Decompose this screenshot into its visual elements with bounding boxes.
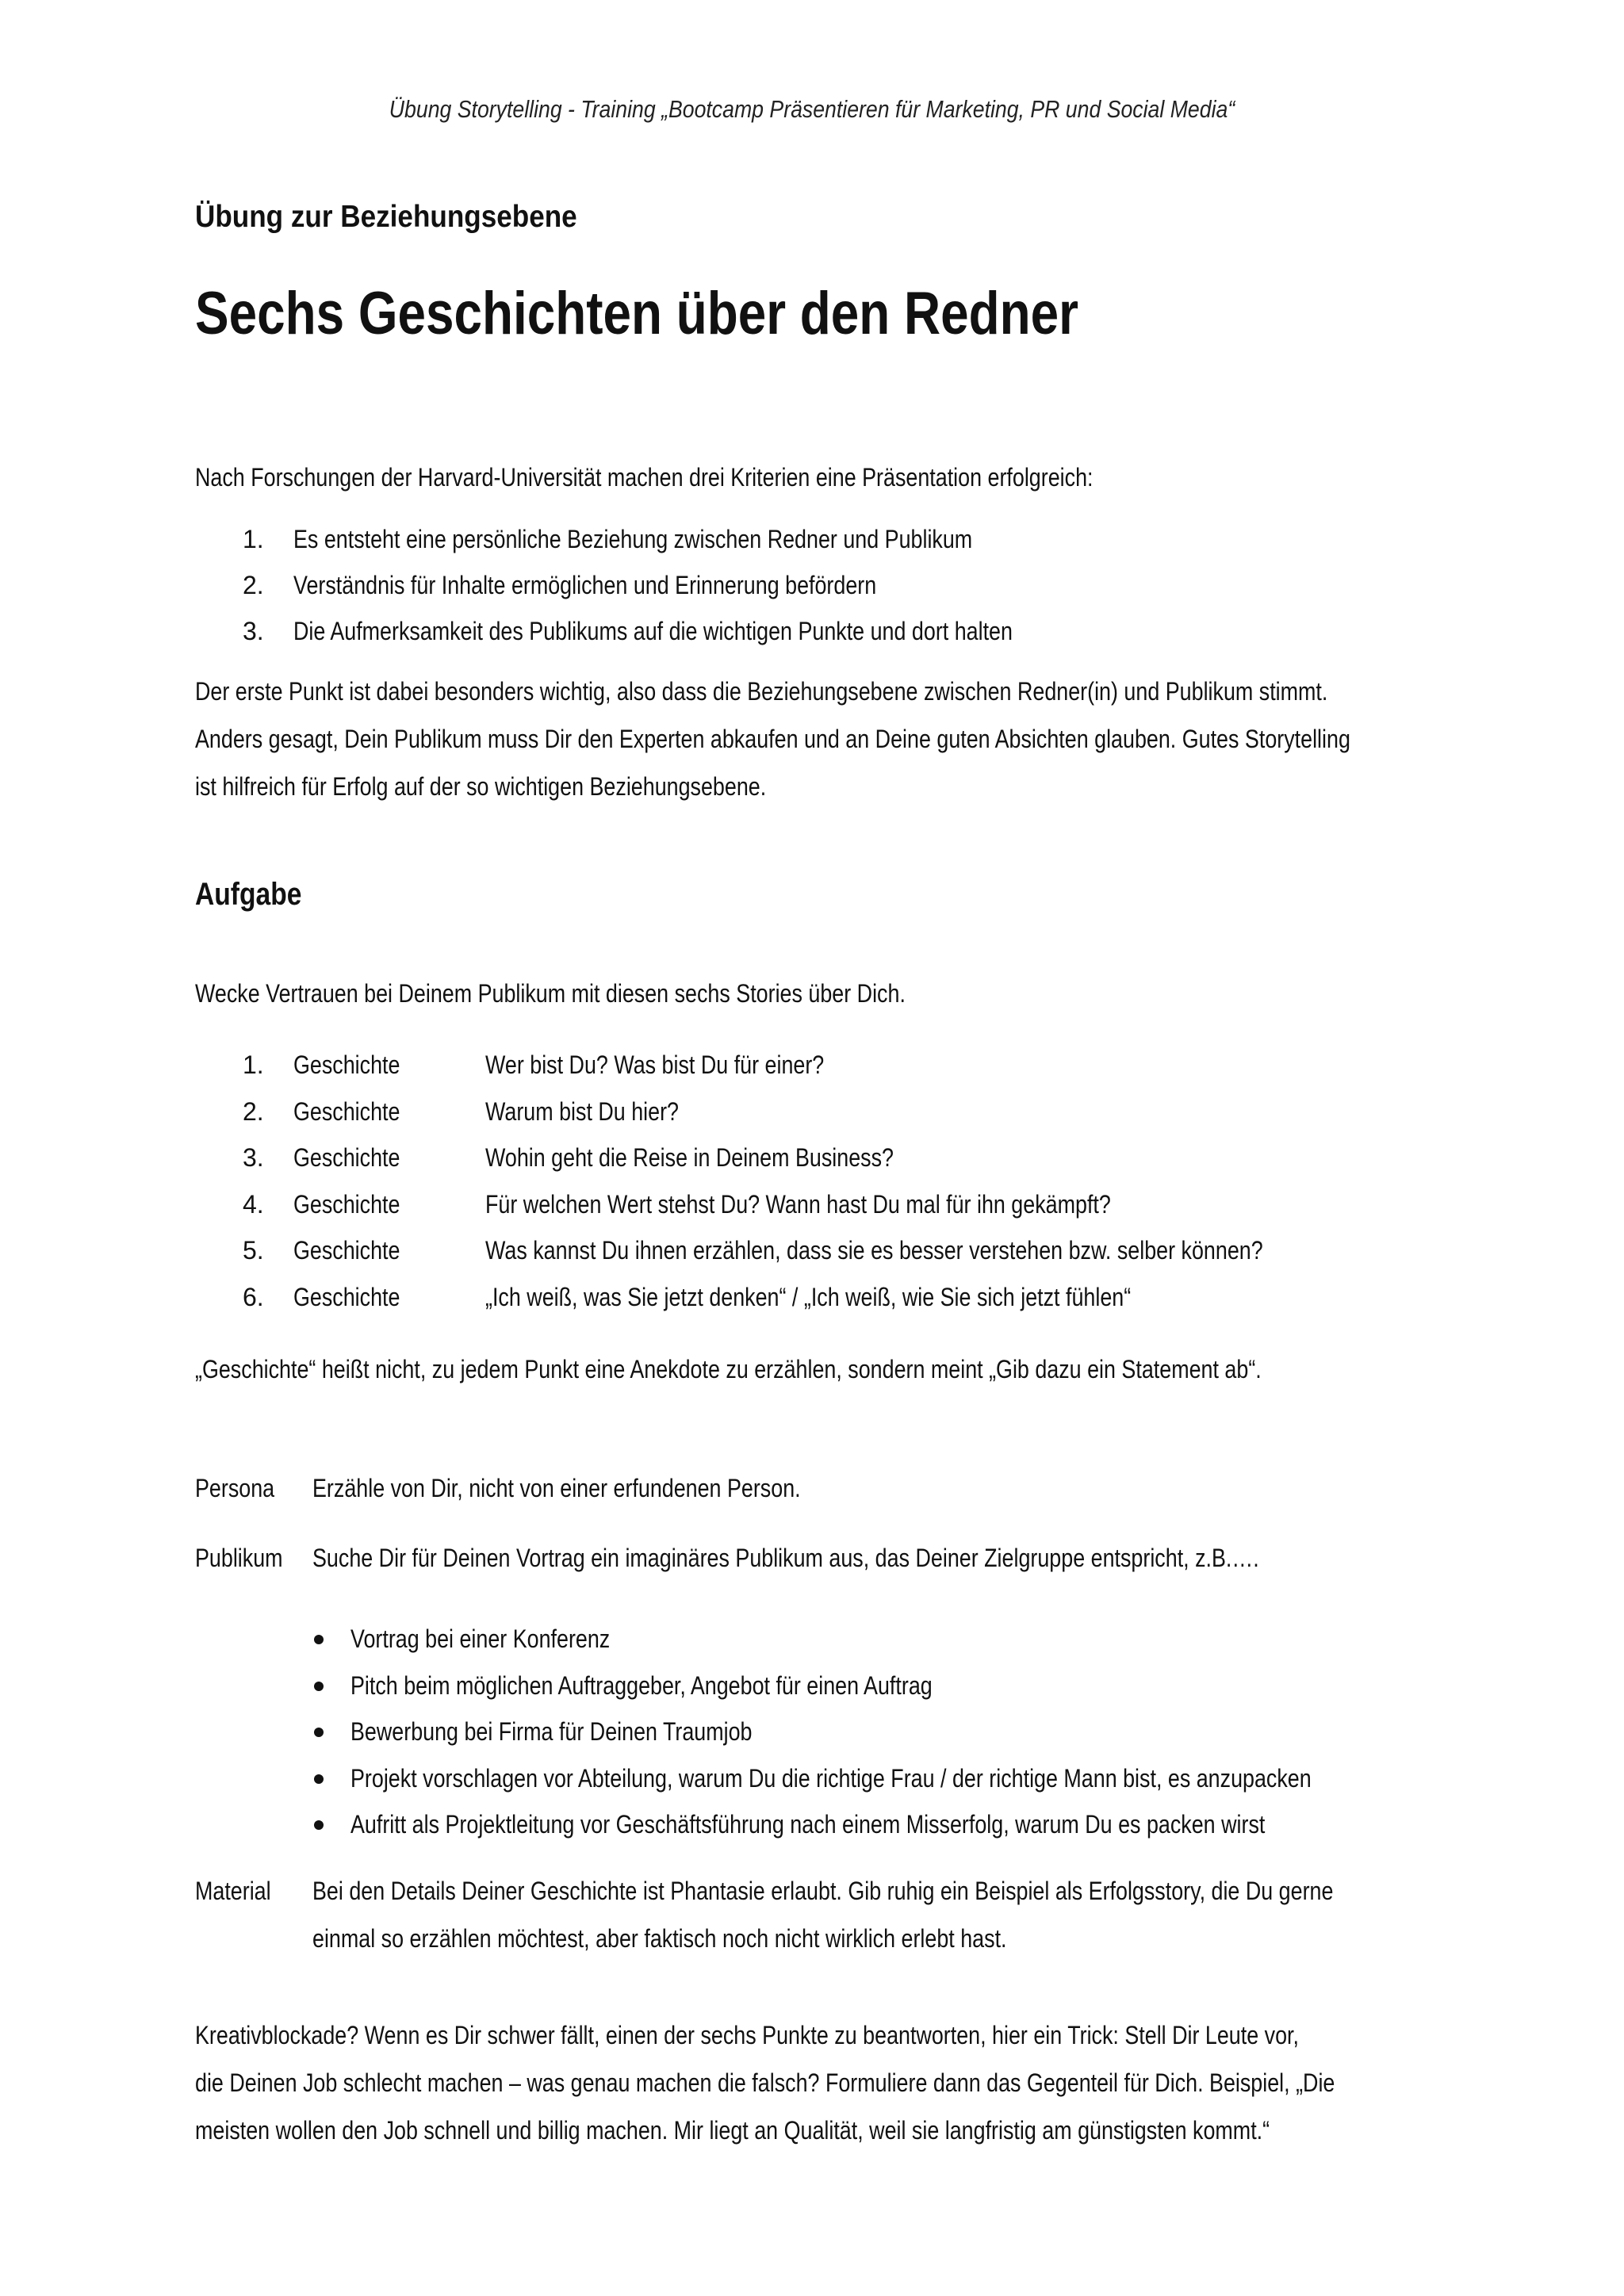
persona-label: Persona	[195, 1474, 275, 1502]
task-intro	[195, 970, 1041, 1017]
story-question: „Ich weiß, was Sie jetzt denken“ / „Ich weiß, wie Sie sich jetzt fühlen“	[485, 1282, 1132, 1311]
story-number: 5.	[243, 1236, 264, 1265]
bullet-icon	[314, 1820, 324, 1830]
creative-block-line: meisten wollen den Job schnell und billig machen. Mir liegt an Qualität, weil sie langfristig am günstigsten kommt.“	[195, 2116, 1270, 2145]
publikum-label: Publikum	[195, 1544, 283, 1572]
story-number: 3.	[243, 1143, 264, 1172]
task-heading	[195, 877, 322, 913]
bullet-text: Aufritt als Projektleitung vor Geschäftsführung nach einem Misserfolg, warum Du es packen wirst	[350, 1810, 1266, 1839]
intro-text: Nach Forschungen der Harvard-Universität machen drei Kriterien eine Präsentation erfolgreich:	[195, 463, 1094, 492]
explanation-line: Der erste Punkt ist dabei besonders wichtig, also dass die Beziehungsebene zwischen Redner(in) und Publikum stimmt.	[195, 677, 1328, 706]
bullet-text: Pitch beim möglichen Auftraggeber, Angebot für einen Auftrag	[350, 1670, 933, 1700]
material-line: Bei den Details Deiner Geschichte ist Phantasie erlaubt. Gib ruhig ein Beispiel als Erfolgsstory, die Du gerne	[312, 1877, 1334, 1905]
story-number: 6.	[243, 1282, 264, 1311]
intro-paragraph	[195, 453, 1264, 501]
story-question: Was kannst Du ihnen erzählen, dass sie es besser verstehen bzw. selber können?	[485, 1236, 1263, 1265]
story-question: Für welchen Wert stehst Du? Wann hast Du mal für ihn gekämpft?	[485, 1189, 1111, 1219]
bullet-icon	[314, 1635, 324, 1644]
bullet-text: Bewerbung bei Firma für Deinen Traumjob	[350, 1717, 753, 1746]
story-number: 2.	[243, 1096, 264, 1126]
task-intro-text: Wecke Vertrauen bei Deinem Publikum mit diesen sechs Stories über Dich.	[195, 979, 906, 1008]
list-text: Es entsteht eine persönliche Beziehung zwischen Redner und Publikum	[293, 525, 973, 553]
page-title	[195, 279, 1247, 348]
explanation-paragraph	[195, 668, 1570, 810]
story-label: Geschichte	[293, 1143, 400, 1172]
story-label: Geschichte	[293, 1096, 400, 1126]
story-label: Geschichte	[293, 1050, 400, 1079]
creative-block-line: Kreativblockade? Wenn es Dir schwer fällt, einen der sechs Punkte zu beantworten, hier ein Trick: Stell Dir Leute vor,	[195, 2021, 1299, 2049]
story-note	[195, 1345, 1465, 1393]
creative-block-line: die Deinen Job schlecht machen – was genau machen die falsch? Formuliere dann das Gegenteil für Dich. Beispiel, „Die	[195, 2068, 1335, 2097]
story-label: Geschichte	[293, 1189, 400, 1219]
persona-text: Erzähle von Dir, nicht von einer erfundenen Person.	[312, 1474, 801, 1502]
subtitle-text: Übung zur Beziehungsebene	[195, 200, 577, 234]
story-question: Wer bist Du? Was bist Du für einer?	[485, 1050, 825, 1079]
bullet-text: Vortrag bei einer Konferenz	[350, 1624, 611, 1653]
bullet-icon	[314, 1728, 324, 1737]
creative-block-paragraph	[195, 2011, 1552, 2154]
story-question: Warum bist Du hier?	[485, 1096, 679, 1126]
bullet-text: Projekt vorschlagen vor Abteilung, warum Du die richtige Frau / der richtige Mann bist, es anzupacken	[350, 1763, 1312, 1793]
story-question: Wohin geht die Reise in Deinem Business?	[485, 1143, 894, 1172]
list-text: Die Aufmerksamkeit des Publikums auf die wichtigen Punkte und dort halten	[293, 617, 1013, 645]
story-label: Geschichte	[293, 1236, 400, 1265]
material-text	[312, 1867, 1528, 1962]
material-label: Material	[195, 1877, 271, 1905]
bullet-icon	[314, 1774, 324, 1784]
publikum-text: Suche Dir für Deinen Vortrag ein imaginäres Publikum aus, das Deiner Zielgruppe entspricht, z.B.….	[312, 1544, 1259, 1572]
bullet-icon	[314, 1682, 324, 1691]
story-label: Geschichte	[293, 1282, 400, 1311]
list-text: Verständnis für Inhalte ermöglichen und Erinnerung befördern	[293, 571, 877, 599]
explanation-line: Anders gesagt, Dein Publikum muss Dir den Experten abkaufen und an Deine guten Absichten glauben. Gutes Storytelling	[195, 725, 1350, 753]
section-subtitle	[195, 200, 619, 235]
list-number: 2.	[243, 571, 264, 599]
story-number: 1.	[243, 1050, 264, 1079]
story-note-text: „Geschichte“ heißt nicht, zu jedem Punkt eine Anekdote zu erzählen, sondern meint „Gib dazu ein Statement ab“.	[195, 1355, 1262, 1383]
story-number: 4.	[243, 1189, 264, 1219]
page-header: Übung Storytelling - Training „Bootcamp Präsentieren für Marketing, PR und Social Media“	[389, 95, 1235, 123]
title-text: Sechs Geschichten über den Redner	[195, 280, 1078, 347]
list-number: 1.	[243, 525, 264, 553]
list-number: 3.	[243, 617, 264, 645]
material-line: einmal so erzählen möchtest, aber faktisch noch nicht wirklich erlebt hast.	[312, 1924, 1007, 1953]
task-heading-text: Aufgabe	[195, 877, 302, 912]
explanation-line: ist hilfreich für Erfolg auf der so wichtigen Beziehungsebene.	[195, 772, 767, 801]
